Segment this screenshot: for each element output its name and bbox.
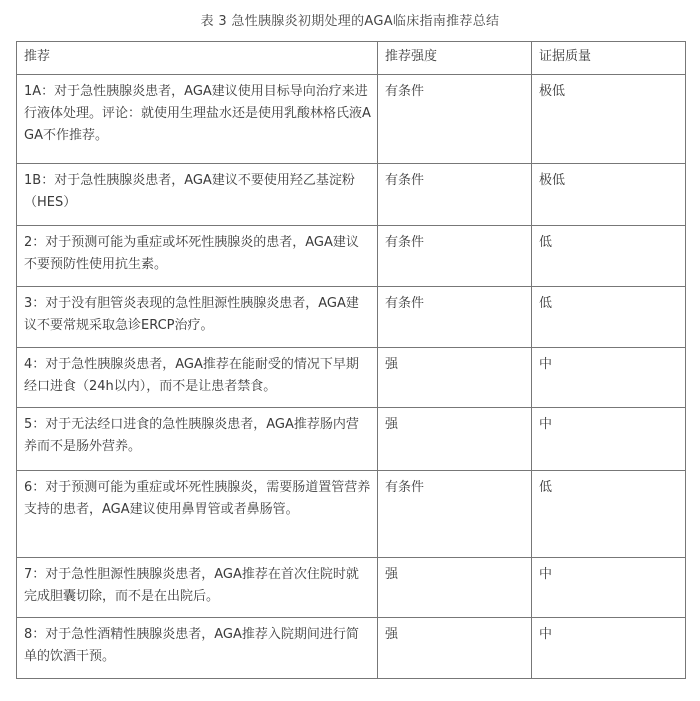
quality-cell: 极低 <box>532 164 686 226</box>
quality-cell: 中 <box>532 348 686 408</box>
recommendation-cell: 5：对于无法经口进食的急性胰腺炎患者，AGA推荐肠内营养而不是肠外营养。 <box>17 408 378 471</box>
recommendation-table <box>16 41 686 679</box>
table-row <box>17 408 686 471</box>
quality-cell: 中 <box>532 618 686 679</box>
strength-cell: 有条件 <box>378 226 532 287</box>
recommendation-cell: 4：对于急性胰腺炎患者，AGA推荐在能耐受的情况下早期经口进食（24h以内），而不是让患者禁食。 <box>17 348 378 408</box>
strength-cell: 有条件 <box>378 75 532 164</box>
quality-cell: 中 <box>532 408 686 471</box>
header-strength: 推荐强度 <box>378 42 532 75</box>
strength-cell: 强 <box>378 618 532 679</box>
recommendation-cell: 2：对于预测可能为重症或坏死性胰腺炎的患者，AGA建议不要预防性使用抗生素。 <box>17 226 378 287</box>
recommendation-cell: 1B：对于急性胰腺炎患者，AGA建议不要使用羟乙基淀粉（HES） <box>17 164 378 226</box>
table-row <box>17 287 686 348</box>
table-row <box>17 471 686 558</box>
header-recommendation: 推荐 <box>17 42 378 75</box>
strength-cell: 有条件 <box>378 471 532 558</box>
strength-cell: 强 <box>378 408 532 471</box>
header-quality: 证据质量 <box>532 42 686 75</box>
quality-cell: 中 <box>532 558 686 618</box>
table-row <box>17 558 686 618</box>
quality-cell: 低 <box>532 226 686 287</box>
recommendation-cell: 3：对于没有胆管炎表现的急性胆源性胰腺炎患者，AGA建议不要常规采取急诊ERCP治疗。 <box>17 287 378 348</box>
strength-cell: 有条件 <box>378 287 532 348</box>
strength-cell: 强 <box>378 558 532 618</box>
recommendation-cell: 1A：对于急性胰腺炎患者，AGA建议使用目标导向治疗来进行液体处理。评论：就使用生理盐水还是使用乳酸林格氏液AGA不作推荐。 <box>17 75 378 164</box>
table-caption: 表 3 急性胰腺炎初期处理的AGA临床指南推荐总结 <box>200 14 500 29</box>
recommendation-cell: 8：对于急性酒精性胰腺炎患者，AGA推荐入院期间进行简单的饮酒干预。 <box>17 618 378 679</box>
table-row <box>17 75 686 164</box>
recommendation-cell: 7：对于急性胆源性胰腺炎患者，AGA推荐在首次住院时就完成胆囊切除，而不是在出院后。 <box>17 558 378 618</box>
table-row <box>17 618 686 679</box>
table-row <box>17 348 686 408</box>
quality-cell: 低 <box>532 287 686 348</box>
table-header-row <box>17 42 686 75</box>
strength-cell: 有条件 <box>378 164 532 226</box>
strength-cell: 强 <box>378 348 532 408</box>
recommendation-cell: 6：对于预测可能为重症或坏死性胰腺炎，需要肠道置管营养支持的患者，AGA建议使用鼻胃管或者鼻肠管。 <box>17 471 378 558</box>
quality-cell: 极低 <box>532 75 686 164</box>
table-row <box>17 226 686 287</box>
quality-cell: 低 <box>532 471 686 558</box>
table-row <box>17 164 686 226</box>
